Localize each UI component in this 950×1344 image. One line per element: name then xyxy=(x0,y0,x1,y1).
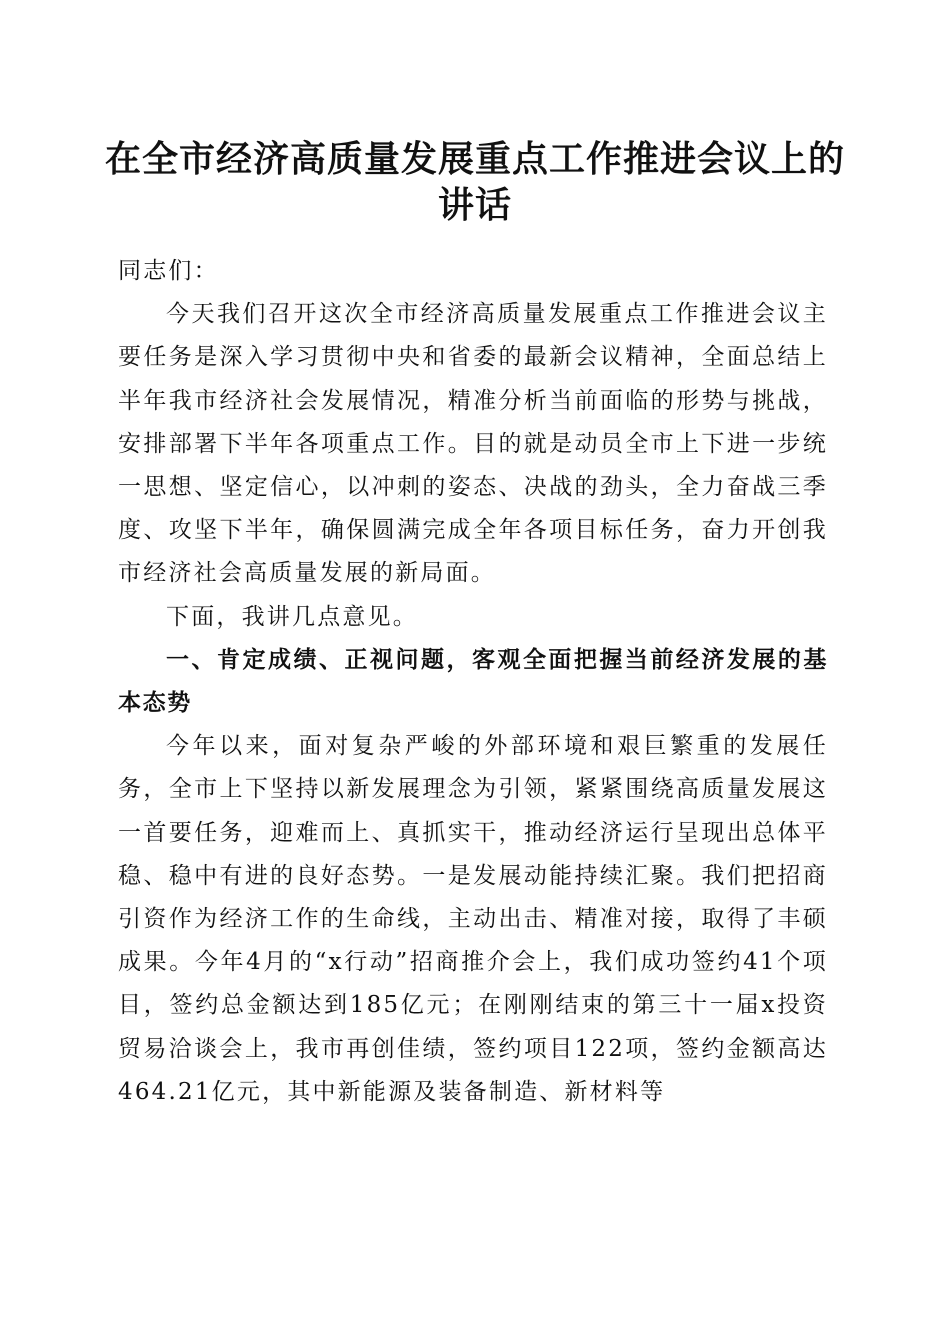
document-body xyxy=(118,250,828,1114)
section-paragraph: 今年以来，面对复杂严峻的外部环境和艰巨繁重的发展任务，全市上下坚持以新发展理念为引领，紧紧围绕高质量发展这一首要任务，迎难而上、真抓实干，推动经济运行呈现出总体平稳、稳中有进的良好态势。一是发展动能持续汇聚。我们把招商引资作为经济工作的生命线，主动出击、精准对接，取得了丰硕成果。今年4月的“x行动”招商推介会上，我们成功签约41个项目，签约总金额达到185亿元；在刚刚结束的第三十一届x投资贸易洽谈会上，我市再创佳绩，签约项目122项，签约金额高达464.21亿元，其中新能源及装备制造、新材料等 xyxy=(118,733,828,1105)
section-heading: 一、肯定成绩、正视问题，客观全面把握当前经济发展的基本态势 xyxy=(118,646,828,717)
intro-paragraph: 今天我们召开这次全市经济高质量发展重点工作推进会议主要任务是深入学习贯彻中央和省委的最新会议精神，全面总结上半年我市经济社会发展情况，精准分析当前面临的形势与挑战，安排部署下半年各项重点工作。目的就是动员全市上下进一步统一思想、坚定信心，以冲刺的姿态、决战的劲头，全力奋战三季度、攻坚下半年，确保圆满完成全年各项目标任务，奋力开创我市经济社会高质量发展的新局面。 xyxy=(118,301,828,587)
document-title: 在全市经济高质量发展重点工作推进会议上的讲话 xyxy=(104,138,845,226)
salutation: 同志们： xyxy=(118,258,219,284)
transition-paragraph: 下面，我讲几点意见。 xyxy=(166,603,418,630)
